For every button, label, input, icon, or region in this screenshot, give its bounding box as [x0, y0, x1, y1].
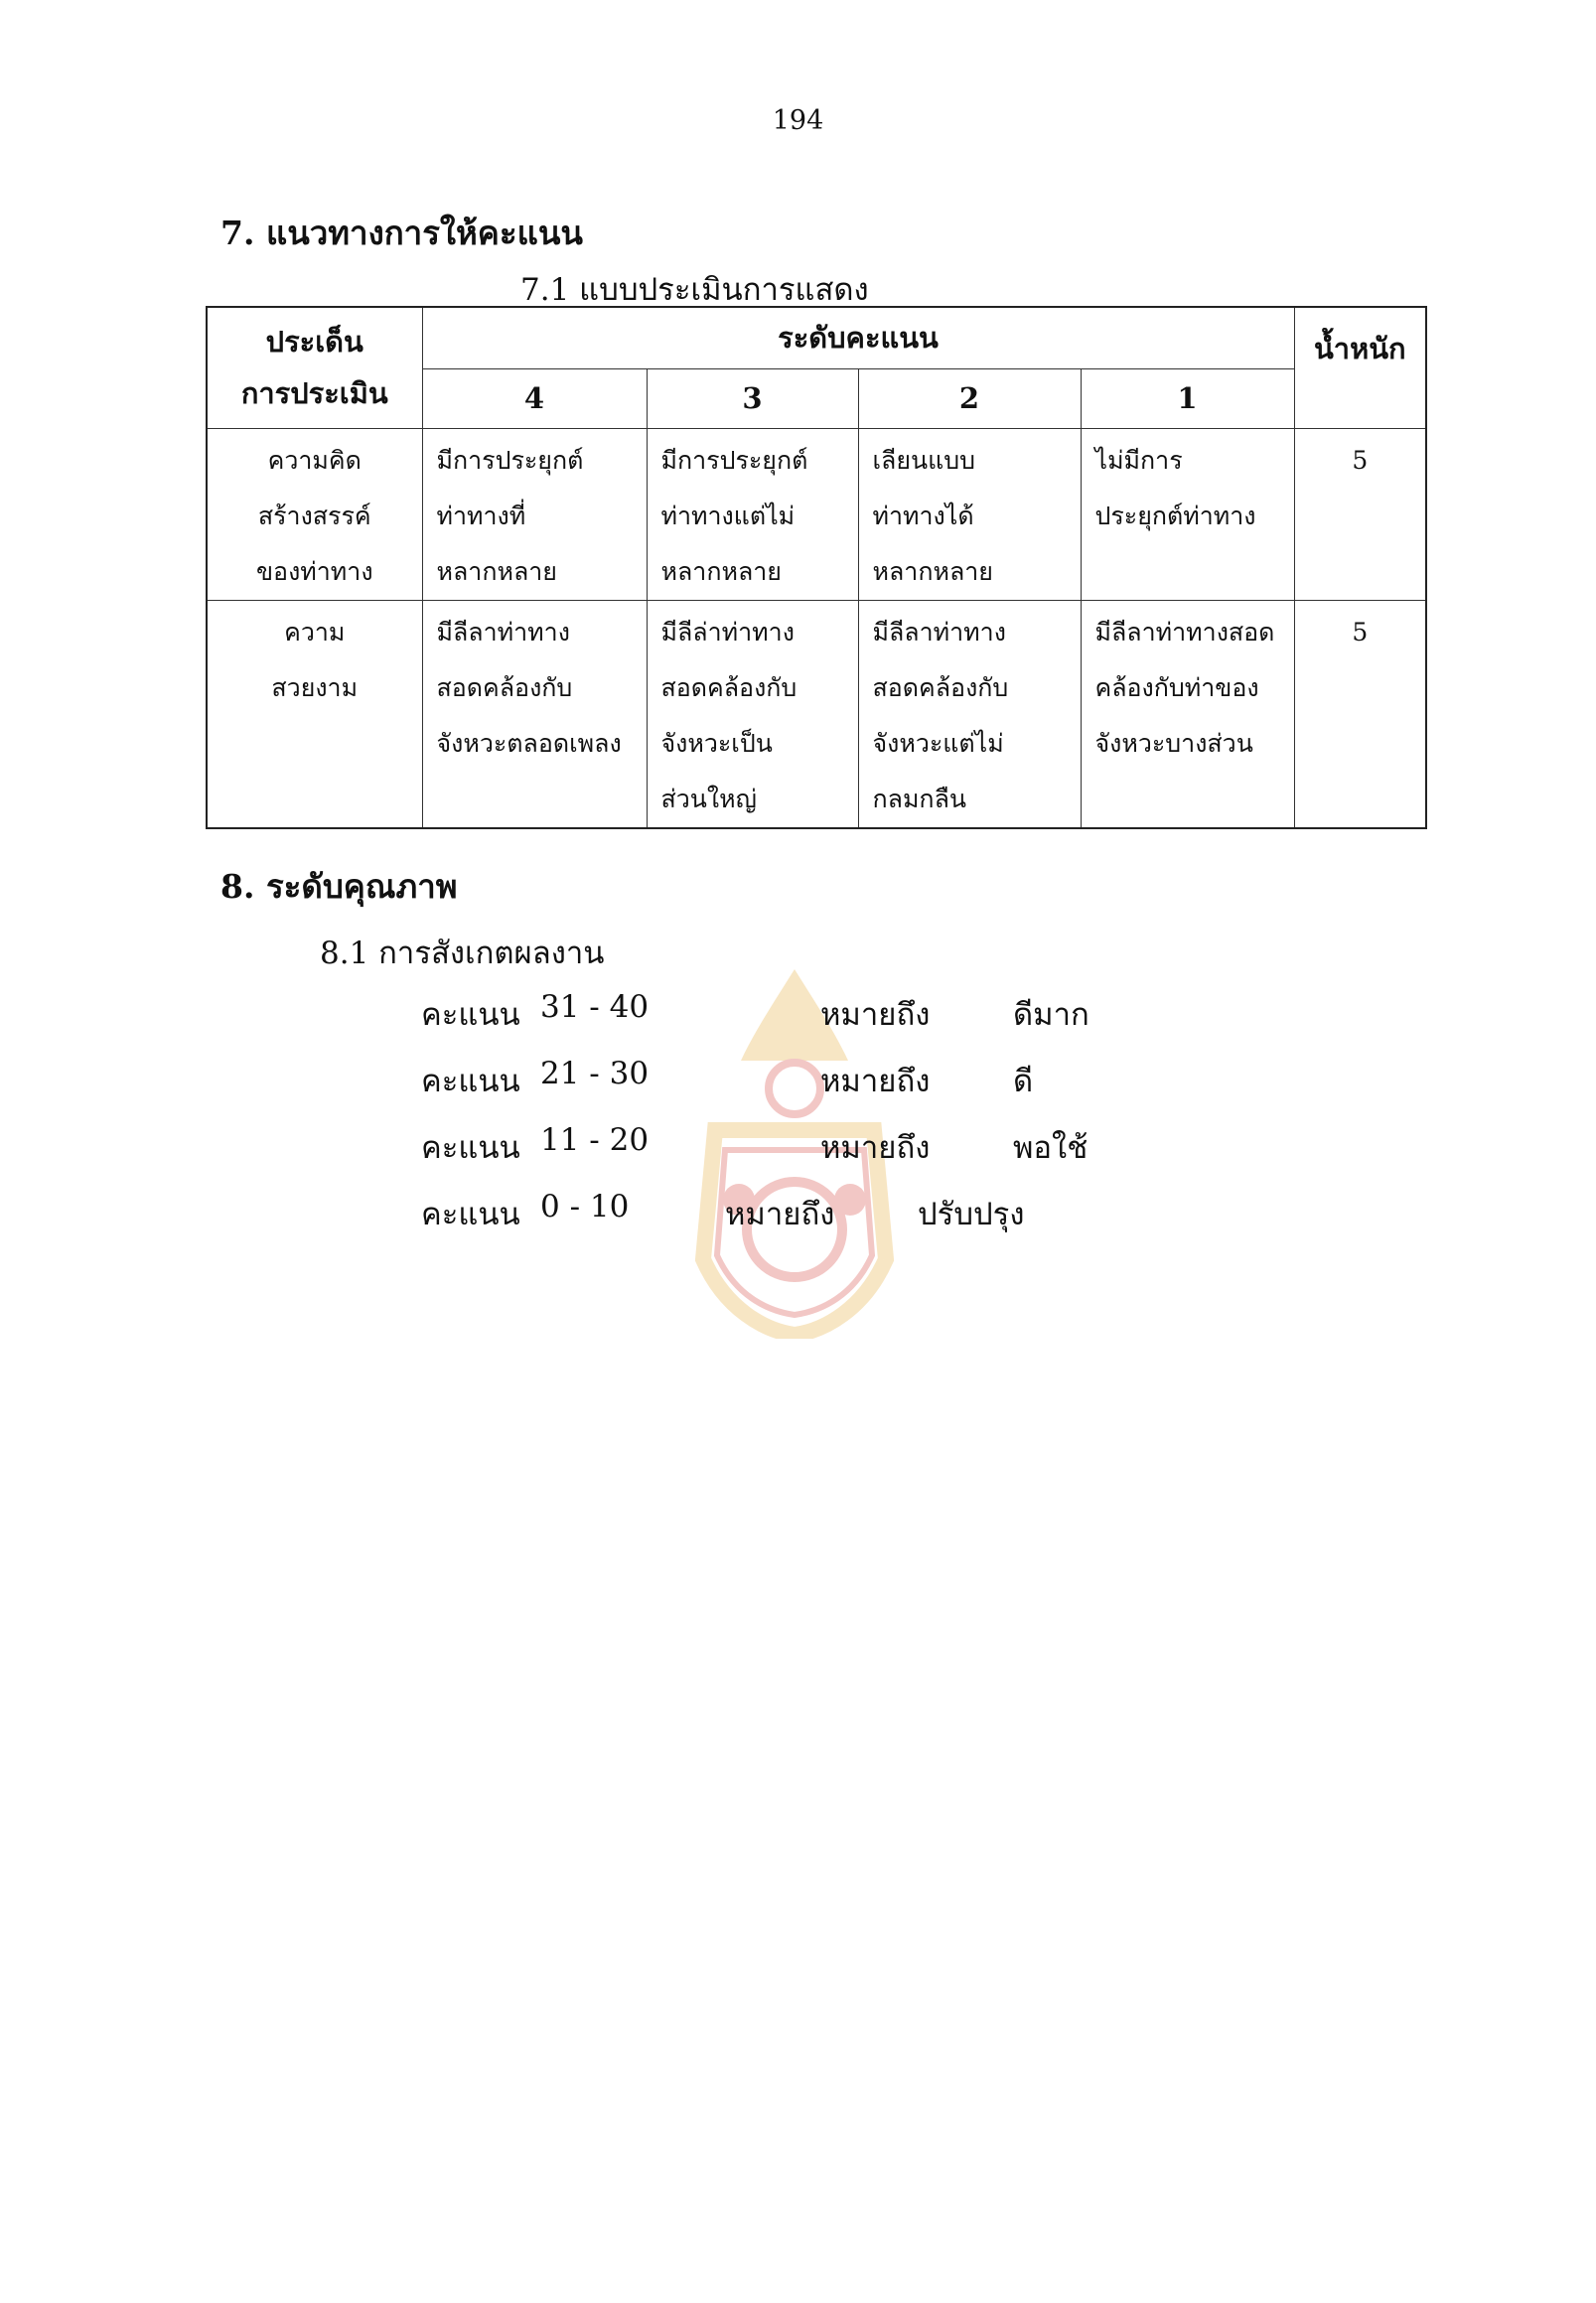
level-3-header: 3: [647, 368, 858, 428]
cell-line: สวยงาม: [271, 672, 359, 702]
score-range: 21 - 30: [540, 1056, 650, 1091]
quality-level: ดี: [1013, 1064, 1034, 1099]
criteria-header: [207, 307, 422, 428]
assessment-rubric-table: [206, 306, 1427, 829]
means-label: หมายถึง: [820, 1130, 931, 1166]
cell-line: มีการประยุกต์: [436, 445, 584, 475]
cell-line: หลากหลาย: [872, 556, 993, 586]
cell-line: เลียนแบบ: [872, 445, 975, 475]
level-4-cell: [422, 428, 647, 600]
cell-line: จังหวะเป็น: [660, 728, 773, 758]
level-2-cell: [858, 428, 1081, 600]
quality-level: พอใช้: [1013, 1130, 1088, 1166]
cell-line: ความ: [284, 617, 346, 647]
table-row: [207, 600, 1426, 828]
cell-line: มีการประยุกต์: [660, 445, 808, 475]
cell-line: สร้างสรรค์: [257, 501, 371, 530]
section-8-heading: 8. ระดับคุณภาพ: [220, 867, 458, 906]
level-1-cell: [1081, 600, 1294, 828]
cell-line: จังหวะตลอดเพลง: [436, 728, 622, 758]
cell-line: ของท่าทาง: [255, 556, 373, 586]
cell-line: คล้องกับท่าของ: [1094, 672, 1259, 702]
level-4-cell: [422, 600, 647, 828]
quality-level: ดีมาก: [1013, 997, 1089, 1033]
level-2-cell: [858, 600, 1081, 828]
level-1-header: 1: [1081, 368, 1294, 428]
list-item: [421, 989, 1216, 1056]
page-number: 194: [772, 105, 824, 136]
cell-line: จังหวะแต่ไม่: [872, 728, 1004, 758]
score-range: 31 - 40: [540, 989, 650, 1025]
cell-line: ท่าทางที่: [436, 501, 526, 530]
cell-line: มีลีลาท่าทางสอด: [1094, 617, 1275, 647]
means-label: หมายถึง: [725, 1197, 835, 1232]
criteria-header-line: ประเด็น: [265, 325, 363, 360]
criteria-cell: [207, 600, 422, 828]
cell-line: ท่าทางแต่ไม่: [660, 501, 796, 530]
cell-line: หลากหลาย: [436, 556, 557, 586]
cell-line: มีลีลาท่าทาง: [872, 617, 1006, 647]
score-label: คะแนน: [421, 997, 520, 1033]
cell-line: มีลีลาท่าทาง: [436, 617, 570, 647]
criteria-cell: [207, 428, 422, 600]
weight-cell: 5: [1294, 600, 1426, 828]
cell-line: ส่วนใหญ่: [660, 784, 757, 813]
cell-line: มีลีล่าท่าทาง: [660, 617, 795, 647]
criteria-header-line: การประเมิน: [240, 376, 388, 411]
score-label: คะแนน: [421, 1064, 520, 1099]
level-2-header: 2: [858, 368, 1081, 428]
cell-line: กลมกลืน: [872, 784, 966, 813]
score-level-header: ระดับคะแนน: [422, 307, 1294, 368]
cell-line: ท่าทางได้: [872, 501, 974, 530]
weight-cell: 5: [1294, 428, 1426, 600]
list-item: [421, 1122, 1216, 1189]
score-range: 0 - 10: [540, 1189, 630, 1224]
section-8-1-subheading: 8.1 การสังเกตผลงาน: [320, 936, 605, 971]
quality-level: ปรับปรุง: [918, 1197, 1025, 1232]
means-label: หมายถึง: [820, 1064, 931, 1099]
score-label: คะแนน: [421, 1130, 520, 1166]
cell-line: ไม่มีการ: [1094, 445, 1183, 475]
level-1-cell: [1081, 428, 1294, 600]
section-7-1-subheading: 7.1 แบบประเมินการแสดง: [520, 272, 869, 308]
quality-level-list: [421, 989, 1216, 1255]
table-row: [207, 428, 1426, 600]
score-label: คะแนน: [421, 1197, 520, 1232]
means-label: หมายถึง: [820, 997, 931, 1033]
cell-line: สอดคล้องกับ: [872, 672, 1009, 702]
level-3-cell: [647, 600, 858, 828]
cell-line: ความคิด: [267, 445, 362, 475]
cell-line: จังหวะบางส่วน: [1094, 728, 1253, 758]
score-range: 11 - 20: [540, 1122, 650, 1158]
list-item: [421, 1056, 1216, 1122]
level-4-header: 4: [422, 368, 647, 428]
cell-line: สอดคล้องกับ: [660, 672, 798, 702]
cell-line: ประยุกต์ท่าทาง: [1094, 501, 1256, 530]
weight-header: น้ำหนัก: [1294, 307, 1426, 428]
level-3-cell: [647, 428, 858, 600]
cell-line: หลากหลาย: [660, 556, 782, 586]
section-7-heading: 7. แนวทางการให้คะแนน: [220, 214, 583, 252]
list-item: [421, 1189, 1216, 1255]
cell-line: สอดคล้องกับ: [436, 672, 573, 702]
